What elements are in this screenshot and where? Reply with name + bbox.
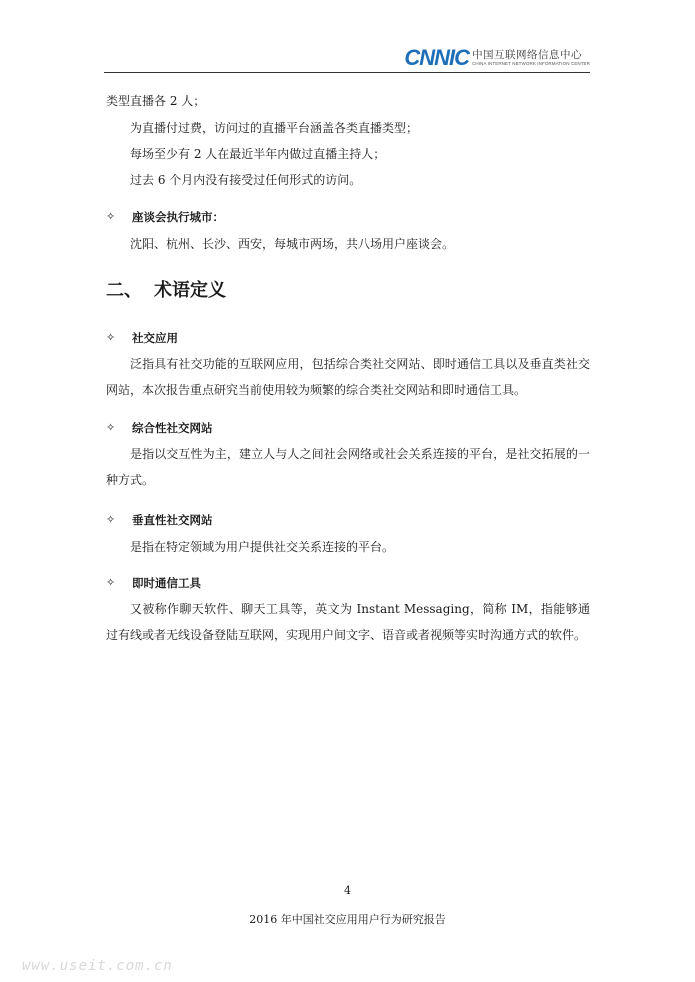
- term-title: 即时通信工具: [132, 576, 201, 590]
- section-title: 术语定义: [154, 280, 226, 301]
- intro-line: 过去 6 个月内没有接受过任何形式的访问。: [130, 173, 362, 187]
- term-title: 社交应用: [132, 331, 178, 345]
- term-definition: 是指在特定领域为用户提供社交关系连接的平台。: [130, 540, 395, 554]
- page-header: [104, 44, 590, 73]
- logo-mark: CNNIC: [404, 45, 470, 70]
- diamond-bullet-icon: ✧: [106, 331, 116, 344]
- term-title: 综合性社交网站: [132, 421, 213, 435]
- term-definition: 是指以交互性为主，建立人与人之间社会网络或社会关系连接的平台，是社交拓展的一种方式。: [106, 447, 590, 487]
- term-definition: 泛指具有社交功能的互联网应用，包括综合类社交网站、即时通信工具以及垂直类社交网站，本次报告重点研究当前使用较为频繁的综合类社交网站和即时通信工具。: [106, 357, 590, 397]
- section-number: 二、: [106, 280, 142, 301]
- logo-english-name: CHINA INTERNET NETWORK INFORMATION CENTER: [472, 61, 590, 66]
- bullet-title: 座谈会执行城市：: [132, 210, 224, 224]
- term-bullet: [106, 575, 201, 591]
- bullet-cities: [106, 209, 224, 225]
- intro-line: 为直播付过费，访问过的直播平台涵盖各类直播类型；: [130, 121, 419, 135]
- cnnic-logo: [404, 46, 590, 70]
- diamond-bullet-icon: ✧: [106, 513, 116, 526]
- logo-text: [472, 50, 590, 67]
- section-heading: [106, 279, 226, 303]
- watermark: www.useit.com.cn: [22, 958, 173, 974]
- diamond-bullet-icon: ✧: [106, 210, 116, 223]
- diamond-bullet-icon: ✧: [106, 576, 116, 589]
- page-number: 4: [344, 884, 351, 897]
- term-definition: 又被称作聊天软件、聊天工具等，英文为 Instant Messaging，简称 IM，指能够通过有线或者无线设备登陆互联网，实现用户间文字、语音或者视频等实时沟通方式的软件。: [106, 602, 590, 642]
- intro-line: 每场至少有 2 人在最近半年内做过直播主持人；: [130, 147, 386, 161]
- intro-line: 类型直播各 2 人；: [106, 94, 206, 108]
- term-bullet: [106, 512, 213, 528]
- diamond-bullet-icon: ✧: [106, 421, 116, 434]
- term-bullet: [106, 420, 213, 436]
- footer-report-title: 2016 年中国社交应用用户行为研究报告: [249, 913, 446, 926]
- term-title: 垂直性社交网站: [132, 513, 213, 527]
- term-bullet: [106, 330, 178, 346]
- cities-text: 沈阳、杭州、长沙、西安，每城市两场，共八场用户座谈会。: [130, 237, 455, 251]
- logo-chinese-name: 中国互联网络信息中心: [472, 48, 583, 61]
